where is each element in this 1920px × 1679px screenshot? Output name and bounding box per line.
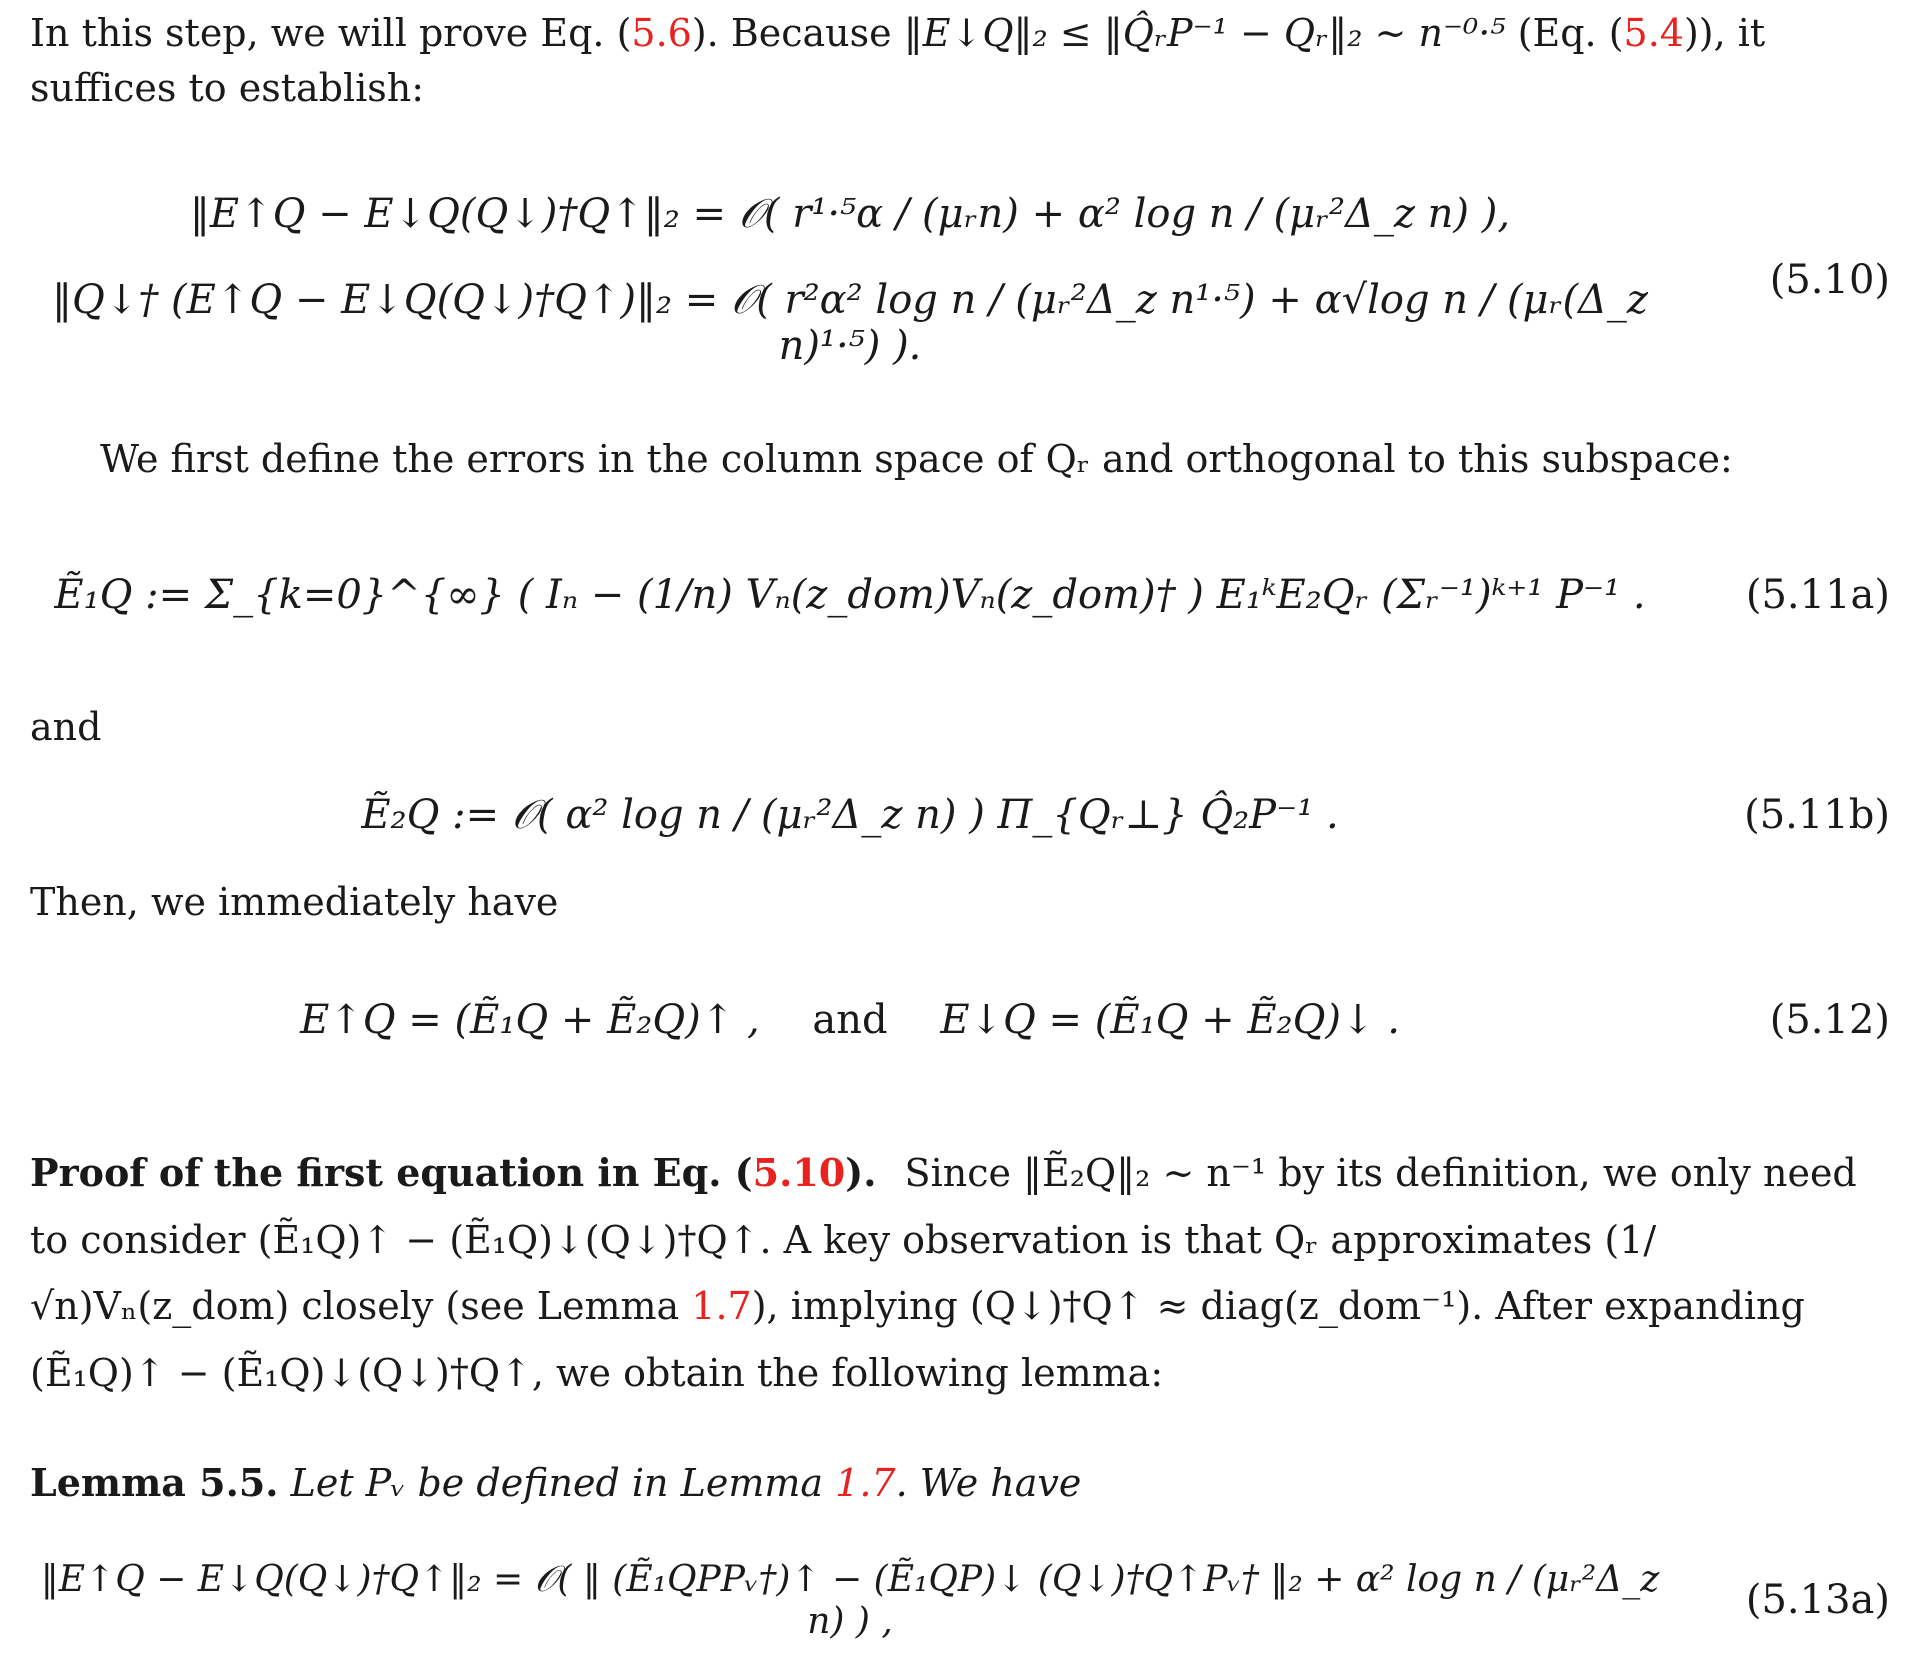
- equation-number: (5.11a): [1745, 572, 1890, 618]
- text: )), it suffices to establish:: [30, 11, 1766, 111]
- eq-ref-link[interactable]: 5.4: [1623, 11, 1684, 55]
- equation-5-12: [30, 965, 1890, 1075]
- proof-paragraph: [30, 1140, 1890, 1406]
- equation-number: (5.11b): [1744, 792, 1890, 838]
- equation-body: Ẽ₂Q := 𝒪( α² log n / (μᵣ²Δ_z n) ) Π_{Qᵣ⊥} Q̂₂P⁻¹ .: [361, 792, 1339, 838]
- definition-paragraph: We first define the errors in the column space of Qᵣ and orthogonal to this subspace:: [100, 437, 1733, 481]
- proof-text: Since ‖Ẽ₂Q‖₂ ∼ n⁻¹ by its definition, we only need to consider (Ẽ₁Q)↑ − (Ẽ₁Q)↓(Q↓)†Q↑. A key observation is that Qᵣ approximates (1/√n)Vₙ(z_dom) closely (see Lemma: [30, 1151, 1857, 1328]
- eq-ref-link[interactable]: 5.10: [752, 1150, 846, 1195]
- lemma-statement: [30, 1455, 1890, 1511]
- text: (Eq. (: [1517, 11, 1624, 55]
- equation-body: [30, 997, 1670, 1043]
- equation-line-1: ‖E↑Q − E↓Q(Q↓)†Q↑‖₂ = 𝒪( r¹·⁵α / (μᵣn) + α² log n / (μᵣ²Δ_z n) ),: [189, 191, 1511, 237]
- equation-right: E↓Q = (Ẽ₁Q + Ẽ₂Q)↓ .: [940, 997, 1400, 1043]
- lemma-text: Let Pᵥ be defined in Lemma: [290, 1461, 836, 1505]
- proof-heading: Proof of the first equation in Eq. (: [30, 1150, 753, 1195]
- equation-line-2: ‖Q↓† (E↑Q − E↓Q(Q↓)†Q↑)‖₂ = 𝒪( r²α² log n / (μᵣ²Δ_z n¹·⁵) + α√log n / (μᵣ(Δ_z n)¹·⁵) ).: [51, 277, 1649, 369]
- equation-5-11b: [30, 760, 1890, 870]
- lemma-ref-link[interactable]: 1.7: [835, 1461, 896, 1505]
- proof-heading: ).: [845, 1150, 877, 1195]
- equation-5-13a: [30, 1545, 1890, 1655]
- equation-number: (5.12): [1769, 997, 1890, 1043]
- text: In this step, we will prove Eq. (: [30, 11, 632, 55]
- equation-body: [30, 191, 1670, 369]
- lemma-heading: Lemma 5.5.: [30, 1460, 279, 1505]
- eq-ref-link[interactable]: 5.6: [631, 11, 692, 55]
- equation-body: ‖E↑Q − E↓Q(Q↓)†Q↑‖₂ = 𝒪( ‖ (Ẽ₁QPPᵥ†)↑ − (Ẽ₁QP)↓ (Q↓)†Q↑Pᵥ† ‖₂ + α² log n / (μᵣ²Δ_z n) ) ,: [40, 1558, 1660, 1642]
- proof-text: ), implying (Q↓)†Q↑ ≈ diag(z_dom⁻¹). After expanding (Ẽ₁Q)↑ − (Ẽ₁Q)↓(Q↓)†Q↑, we obtain the following lemma:: [30, 1284, 1805, 1395]
- equation-number: (5.13a): [1745, 1577, 1890, 1623]
- inline-math: ‖E↓Q‖₂ ≤ ‖Q̂ᵣP⁻¹ − Qᵣ‖₂ ∼ n⁻⁰·⁵: [903, 11, 1506, 55]
- equation-body: Ẽ₁Q := Σ_{k=0}^{∞} ( Iₙ − (1/n) Vₙ(z_dom)Vₙ(z_dom)† ) E₁ᵏE₂Qᵣ (Σᵣ⁻¹)ᵏ⁺¹ P⁻¹ .: [54, 572, 1646, 618]
- text-paragraph: Then, we immediately have: [30, 880, 559, 924]
- intro-paragraph: [30, 6, 1890, 116]
- equation-number: (5.10): [1769, 257, 1890, 303]
- lemma-text: . We have: [895, 1461, 1082, 1505]
- text: ). Because: [691, 11, 892, 55]
- equation-5-11a: [30, 540, 1890, 650]
- lemma-ref-link[interactable]: 1.7: [691, 1284, 752, 1328]
- equation-left: E↑Q = (Ẽ₁Q + Ẽ₂Q)↑ ,: [300, 997, 760, 1043]
- equation-5-10: [30, 160, 1890, 400]
- connector-text: and: [812, 997, 888, 1043]
- connector-text: and: [30, 705, 102, 749]
